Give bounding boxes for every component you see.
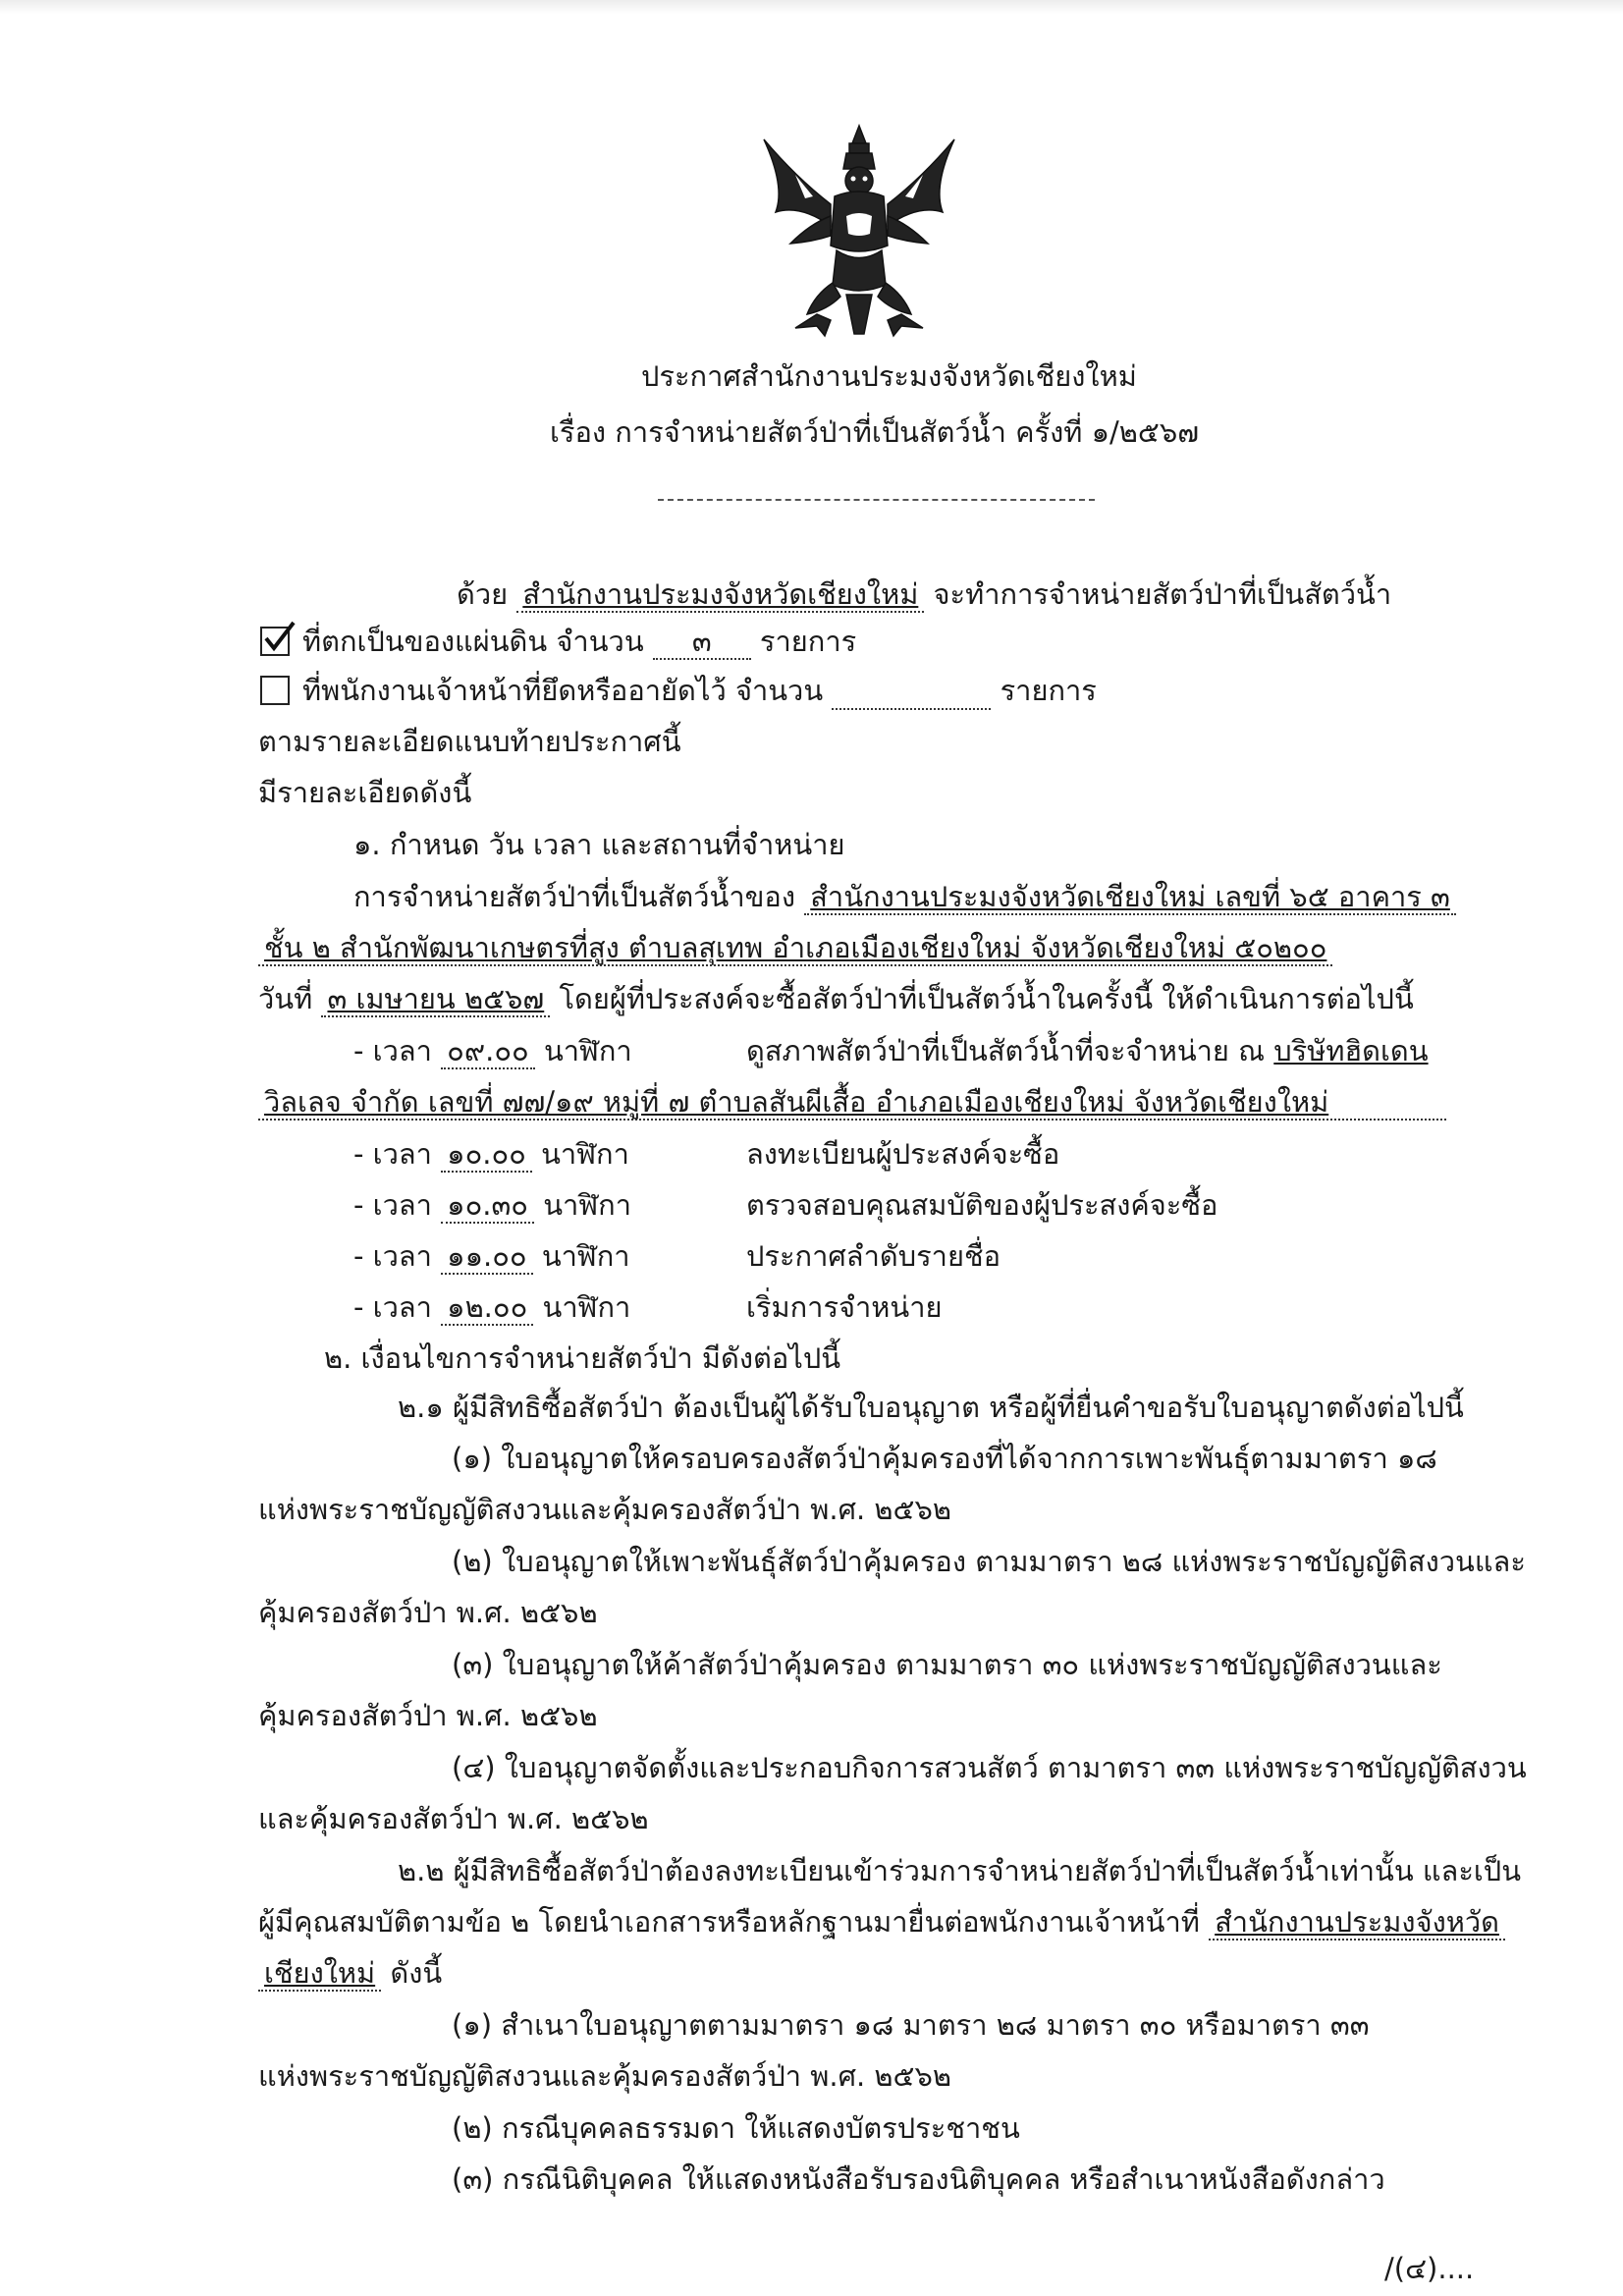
option-seized [302,671,1097,710]
license-item-a: (๒) ใบอนุญาตให้เพาะพันธุ์สัตว์ป่าคุ้มครอง ตามมาตรา ๒๘ แห่งพระราชบัญญัติสงวนและ [452,1545,1526,1578]
sale-date: ๓ เมษายน ๒๕๖๗ [321,982,550,1017]
section2-2-line2 [258,1902,1505,1941]
document-item-a: (๒) กรณีบุคคลธรรมดา ให้แสดงบัตรประชาชน [452,2111,1020,2145]
option-count: ๓ [653,625,751,660]
license-item-a: (๔) ใบอนุญาตจัดตั้งและประกอบกิจการสวนสัตว์ ตามาตรา ๓๓ แห่งพระราชบัญญัติสงวน [452,1751,1527,1784]
schedule-activity [746,1031,1429,1070]
document-item-a: (๑) สำเนาใบอนุญาตตามมาตรา ๑๘ มาตรา ๒๘ มาตรา ๓๐ หรือมาตรา ๓๓ [452,2008,1370,2042]
section2-2-suffix: ดังนี้ [390,1956,443,1990]
schedule-row [353,1185,631,1225]
schedule-time: ๑๒.๐๐ [441,1290,533,1326]
document-item-a: (๓) กรณีนิติบุคคล ให้แสดงหนังสือรับรองนิติบุคคล หรือสำเนาหนังสือดังกล่าว [452,2162,1385,2196]
checkmark-icon [260,619,299,658]
license-item-b: แห่งพระราชบัญญัติสงวนและคุ้มครองสัตว์ป่า พ.ศ. ๒๕๖๒ [258,1493,952,1526]
section2-2-line3 [258,1953,442,1993]
schedule-unit: นาฬิกา [541,1137,629,1171]
schedule-time: ๑๑.๐๐ [441,1239,532,1275]
section2-2-prefix: ผู้มีคุณสมบัติตามข้อ ๒ โดยนำเอกสารหรือหลักฐานมายื่นต่อพนักงานเจ้าหน้าที่ [258,1905,1200,1939]
schedule-row [353,1134,629,1174]
option-label: ที่พนักงานเจ้าหน้าที่ยึดหรืออายัดไว้ จำนวน [302,674,824,707]
license-item-b: และคุ้มครองสัตว์ป่า พ.ศ. ๒๕๖๒ [258,1802,649,1835]
section2-1: ๒.๑ ผู้มีสิทธิซื้อสัตว์ป่า ต้องเป็นผู้ได้รับใบอนุญาต หรือผู้ที่ยื่นคำขอรับใบอนุญาตดังต่อไปนี้ [398,1391,1464,1424]
schedule-label: - เวลา [353,1137,432,1171]
schedule-unit: นาฬิกา [543,1188,632,1222]
section2-2-agency-cont: เชียงใหม่ [258,1956,381,1992]
schedule-time: ๑๐.๐๐ [441,1137,532,1173]
schedule-label: - เวลา [353,1034,432,1067]
title-divider [658,499,1095,501]
document-item-b: แห่งพระราชบัญญัติสงวนและคุ้มครองสัตว์ป่า พ.ศ. ๒๕๖๒ [258,2059,952,2093]
schedule-place-line [258,1082,1446,1121]
intro-prefix: ด้วย [457,577,509,611]
section2-2-agency: สำนักงานประมงจังหวัด [1209,1905,1505,1941]
section1-line1-prefix: การจำหน่ายสัตว์ป่าที่เป็นสัตว์น้ำของ [353,880,796,913]
section1-location-cont: ชั้น ๒ สำนักพัฒนาเกษตรที่สูง ตำบลสุเทพ อำเภอเมืองเชียงใหม่ จังหวัดเชียงใหม่ ๕๐๒๐๐ [258,931,1332,966]
schedule-activity: ประกาศลำดับรายชื่อ [746,1239,1001,1273]
date-suffix: โดยผู้ที่ประสงค์จะซื้อสัตว์ป่าที่เป็นสัตว์น้ำในครั้งนี้ ให้ดำเนินการต่อไปนี้ [559,982,1414,1015]
section2-2-line1: ๒.๒ ผู้มีสิทธิซื้อสัตว์ป่าต้องลงทะเบียนเข้าร่วมการจำหน่ายสัตว์ป่าที่เป็นสัตว์น้ำเท่านั้น และเป็น [398,1854,1522,1887]
schedule-activity: ลงทะเบียนผู้ประสงค์จะซื้อ [746,1137,1060,1171]
section2-heading: ๒. เงื่อนไขการจำหน่ายสัตว์ป่า มีดังต่อไปนี้ [324,1341,841,1375]
schedule-label: - เวลา [353,1290,432,1324]
section1-heading: ๑. กำหนด วัน เวลา และสถานที่จำหน่าย [353,828,845,861]
intro-agency: สำนักงานประมงจังหวัดเชียงใหม่ [516,577,924,613]
schedule-time: ๑๐.๓๐ [441,1188,534,1224]
section1-location: สำนักงานประมงจังหวัดเชียงใหม่ เลขที่ ๖๕ อาคาร ๓ [804,880,1456,915]
announcement-subject: เรื่อง การจำหน่ายสัตว์ป่าที่เป็นสัตว์น้ำ ครั้งที่ ๑/๒๕๖๗ [550,415,1200,449]
option-checkbox-seized[interactable] [260,676,290,705]
option-unit: รายการ [759,625,857,658]
details-intro: มีรายละเอียดดังนี้ [258,776,472,809]
schedule-place: บริษัทฮิดเดน [1273,1034,1429,1067]
scan-edge [0,0,1623,14]
schedule-label: - เวลา [353,1188,432,1222]
schedule-activity: ตรวจสอบคุณสมบัติของผู้ประสงค์จะซื้อ [746,1188,1218,1222]
intro-suffix: จะทำการจำหน่ายสัตว์ป่าที่เป็นสัตว์น้ำ [933,577,1392,611]
date-prefix: วันที่ [258,982,313,1015]
schedule-activity-text: ดูสภาพสัตว์ป่าที่เป็นสัตว์น้ำที่จะจำหน่าย ณ [746,1034,1266,1067]
license-item-b: คุ้มครองสัตว์ป่า พ.ศ. ๒๕๖๒ [258,1596,598,1629]
schedule-time: ๐๙.๐๐ [441,1034,535,1069]
announcement-title: ประกาศสำนักงานประมงจังหวัดเชียงใหม่ [641,359,1137,393]
schedule-unit: นาฬิกา [541,1239,630,1273]
details-note: ตามรายละเอียดแนบท้ายประกาศนี้ [258,725,681,758]
schedule-unit: นาฬิกา [542,1290,631,1324]
option-label: ที่ตกเป็นของแผ่นดิน จำนวน [302,625,644,658]
schedule-activity: เริ่มการจำหน่าย [746,1290,943,1324]
option-state-property [302,622,856,661]
option-unit: รายการ [1000,674,1097,707]
schedule-row [353,1236,630,1276]
intro-line [457,574,1391,614]
schedule-place-cont: วิลเลจ จำกัด เลขที่ ๗๗/๑๙ หมู่ที่ ๗ ตำบลสันผีเสื้อ อำเภอเมืองเชียงใหม่ จังหวัดเชียงใหม่ [258,1085,1446,1121]
schedule-row [353,1287,630,1327]
section1-line2 [258,928,1332,967]
license-item-b: คุ้มครองสัตว์ป่า พ.ศ. ๒๕๖๒ [258,1699,598,1732]
section1-line3 [258,979,1414,1018]
continued-marker: /(๔).... [1384,2252,1475,2285]
option-count-blank [832,681,991,710]
license-item-a: (๓) ใบอนุญาตให้ค้าสัตว์ป่าคุ้มครอง ตามมาตรา ๓๐ แห่งพระราชบัญญัติสงวนและ [452,1648,1442,1681]
schedule-label: - เวลา [353,1239,432,1273]
schedule-row [353,1031,632,1070]
schedule-unit: นาฬิกา [543,1034,632,1067]
section1-line1 [353,877,1456,916]
license-item-a: (๑) ใบอนุญาตให้ครอบครองสัตว์ป่าคุ้มครองที่ได้จากการเพาะพันธุ์ตามมาตรา ๑๘ [452,1442,1437,1475]
option-checkbox-state-property[interactable] [260,627,290,656]
garuda-emblem-icon [756,118,962,344]
